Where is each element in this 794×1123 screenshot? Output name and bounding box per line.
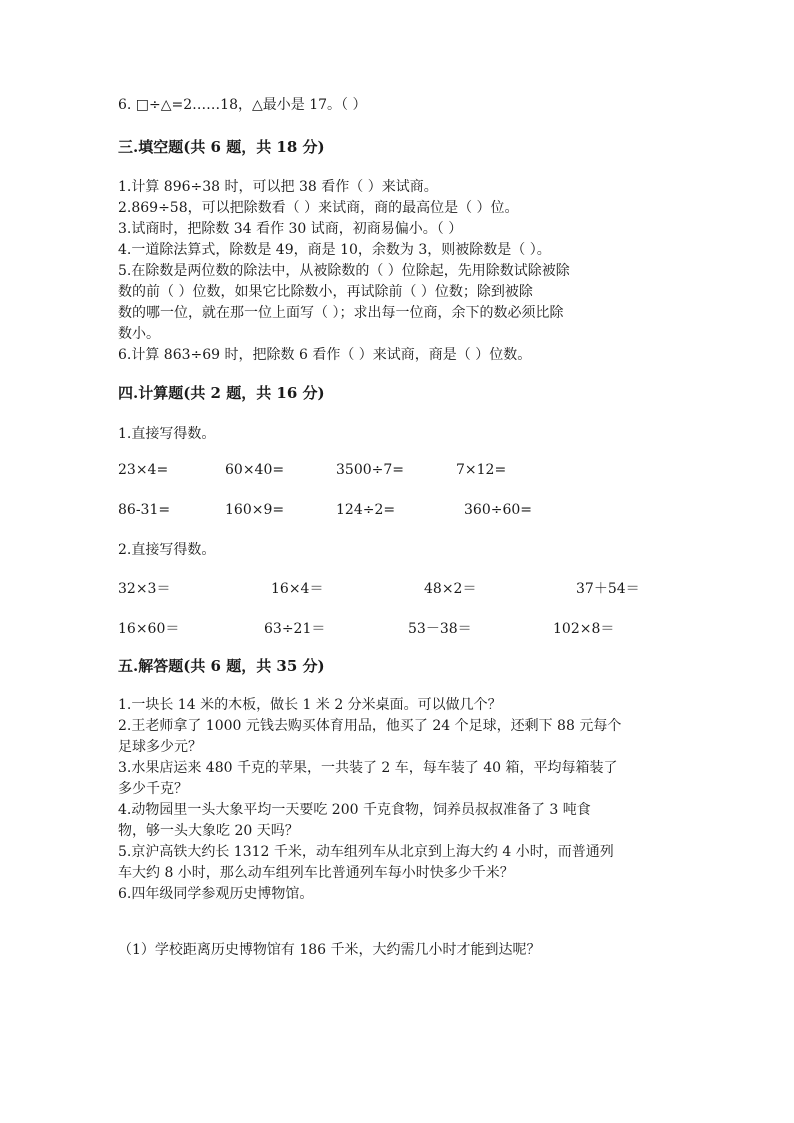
calc-item: 60×40= [225,462,285,478]
fill-question-6: 6.计算 863÷69 时，把除数 6 看作（ ）来试商，商是（ ）位数。 [118,347,532,363]
word-problem-4-line-1: 4.动物园里一头大象平均一天要吃 200 千克食物，饲养员叔叔准备了 3 吨食 [118,802,591,818]
judge-question-6: 6. □÷△=2……18，△最小是 17。（ ） [118,97,367,113]
word-problem-5-line-1: 5.京沪高铁大约长 1312 千米，动车组列车从北京到上海大约 4 小时，而普通列 [118,844,614,860]
calc-item: 16×60＝ [118,621,180,637]
calc-item: 53－38＝ [408,621,472,637]
section-4-heading: 四.计算题(共 2 题，共 16 分) [118,384,325,402]
word-problem-2-line-2: 足球多少元？ [118,739,202,755]
calc-item: 124÷2= [336,502,396,518]
word-problem-6-subquestion-1: （1）学校距离历史博物馆有 186 千米，大约需几小时才能到达呢？ [118,942,541,958]
fill-question-1: 1.计算 896÷38 时，可以把 38 看作（ ）来试商。 [118,179,438,195]
section-5-heading: 五.解答题(共 6 题，共 35 分) [118,657,325,675]
calc-item: 16×4＝ [271,581,324,597]
section-3-heading: 三.填空题(共 6 题，共 18 分) [118,138,325,156]
calc-item: 37＋54＝ [576,581,640,597]
word-problem-3-line-2: 多少千克？ [118,781,188,797]
calc-item: 32×3＝ [118,581,171,597]
fill-question-5-line-4: 数小。 [118,326,160,342]
fill-question-2: 2.869÷58，可以把除数看（ ）来试商，商的最高位是（ ）位。 [118,200,519,216]
fill-question-5-line-3: 数的哪一位，就在那一位上面写（ ）；求出每一位商，余下的数必须比除 [118,305,564,321]
calc-question-1-title: 1.直接写得数。 [118,426,216,442]
word-problem-5-line-2: 车大约 8 小时，那么动车组列车比普通列车每小时快多少千米？ [118,865,514,881]
calc-item: 3500÷7= [336,462,404,478]
calc-question-2-title: 2.直接写得数。 [118,542,216,558]
fill-question-4: 4.一道除法算式，除数是 49，商是 10，余数为 3，则被除数是（ ）。 [118,242,551,258]
calc-item: 102×8＝ [553,621,615,637]
calc-item: 86-31= [118,502,171,518]
calc-item: 48×2＝ [424,581,477,597]
calc-item: 23×4= [118,462,169,478]
word-problem-6: 6.四年级同学参观历史博物馆。 [118,886,314,902]
calc-item: 360÷60= [464,502,532,518]
fill-question-5-line-2: 数的前（ ）位数，如果它比除数小，再试除前（ ）位数；除到被除 [118,284,533,300]
word-problem-4-line-2: 物，够一头大象吃 20 天吗？ [118,823,299,839]
calc-item: 63÷21＝ [264,621,326,637]
fill-question-3: 3.试商时，把除数 34 看作 30 试商，初商易偏小。（ ） [118,221,463,237]
word-problem-1: 1.一块长 14 米的木板，做长 1 米 2 分米桌面。可以做几个？ [118,697,502,713]
calc-item: 160×9= [225,502,285,518]
fill-question-5-line-1: 5.在除数是两位数的除法中，从被除数的（ ）位除起，先用除数试除被除 [118,263,570,279]
word-problem-2-line-1: 2.王老师拿了 1000 元钱去购买体育用品，他买了 24 个足球，还剩下 88 元每个 [118,718,622,734]
word-problem-3-line-1: 3.水果店运来 480 千克的苹果，一共装了 2 车，每车装了 40 箱，平均每箱装了 [118,760,618,776]
calc-item: 7×12= [456,462,507,478]
